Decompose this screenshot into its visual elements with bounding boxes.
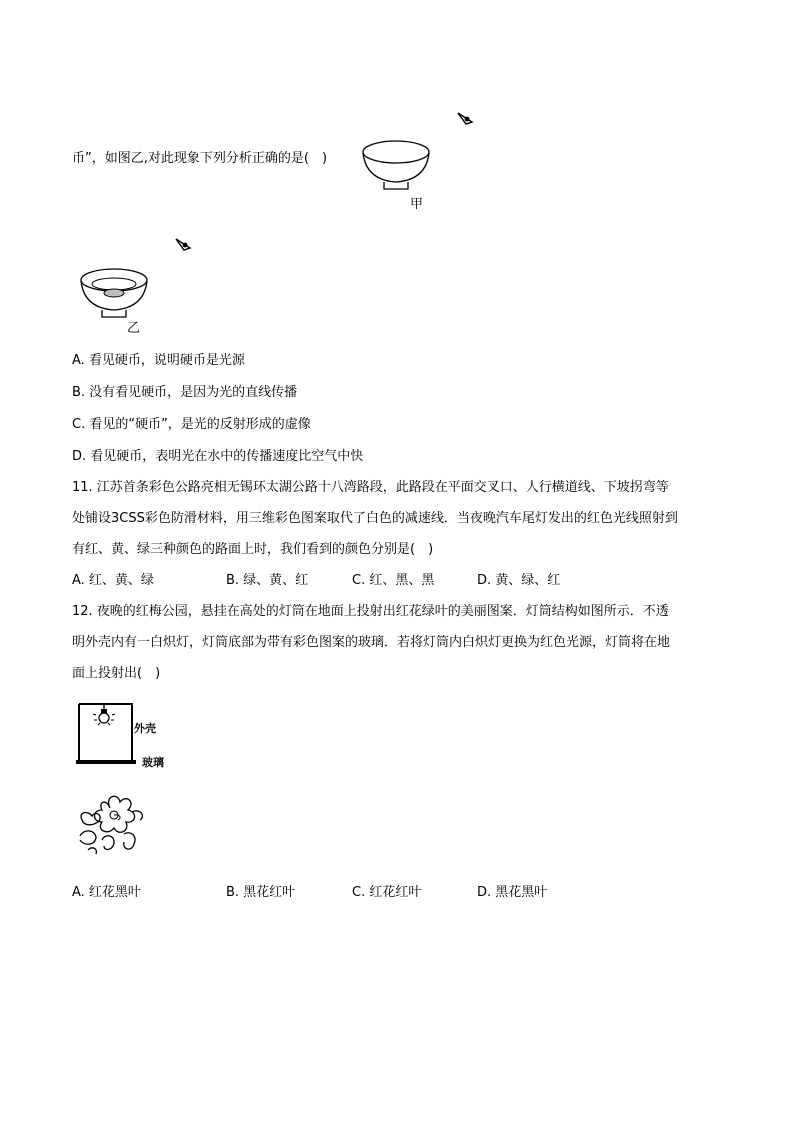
q11-option-a: A. 红、黄、绿	[72, 573, 154, 588]
figure-label-glass: 玻璃	[142, 756, 164, 769]
q10-option-b: B. 没有看见硬币，是因为光的直线传播	[72, 385, 298, 400]
q12-option-a: A. 红花黑叶	[72, 885, 141, 900]
q11-option-d: D. 黄、绿、红	[477, 573, 561, 588]
q12-option-c: C. 红花红叶	[352, 885, 422, 900]
glass-bottom	[76, 760, 136, 764]
q12-stem-line-3: 面上投射出( )	[72, 666, 161, 681]
eye-icon	[456, 110, 476, 126]
q11-stem-line-1: 11. 江苏首条彩色公路亮相无锡环太湖公路十八湾路段，此路段在平面交叉口、人行横道线、下坡拐弯等	[72, 480, 669, 495]
q12-option-b: B. 黑花红叶	[226, 885, 296, 900]
eye-icon	[174, 236, 194, 252]
q11-stem-line-2: 处铺设3CSS彩色防滑材料，用三维彩色图案取代了白色的减速线．当夜晚汽车尾灯发出的红色光线照射到	[72, 511, 678, 526]
q12-stem-line-1: 12. 夜晚的红梅公园，悬挂在高处的灯筒在地面上投射出红花绿叶的美丽图案．灯筒结构如图所示．不透	[72, 604, 669, 619]
q11-option-c: C. 红、黑、黑	[352, 573, 435, 588]
figure-label-yi: 乙	[127, 321, 141, 336]
lamp-tube-figure	[74, 700, 140, 768]
q12-stem-line-2: 明外壳内有一白炽灯，灯筒底部为带有彩色图案的玻璃．若将灯筒内白炽灯更换为红色光源，灯筒将在地	[72, 635, 671, 650]
bulb-icon	[99, 713, 109, 723]
q12-option-d: D. 黑花黑叶	[477, 885, 548, 900]
q10-stem-tail: 币”，如图乙,对此现象下列分析正确的是( )	[72, 151, 328, 166]
coin-icon	[104, 289, 124, 297]
bowl-yi-figure	[78, 266, 150, 322]
bowl-jia-figure	[360, 138, 432, 194]
q11-option-b: B. 绿、黄、红	[226, 573, 309, 588]
flower-leaf-pattern-figure	[74, 790, 150, 862]
figure-label-jia: 甲	[410, 197, 424, 212]
q11-stem-line-3: 有红、黄、绿三种颜色的路面上时，我们看到的颜色分别是( )	[72, 542, 434, 557]
q10-option-a: A. 看见硬币，说明硬币是光源	[72, 353, 245, 368]
q10-option-c: C. 看见的“硬币”，是光的反射形成的虚像	[72, 417, 311, 432]
q10-option-d: D. 看见硬币，表明光在水中的传播速度比空气中快	[72, 449, 364, 464]
figure-label-shell: 外壳	[134, 722, 156, 735]
